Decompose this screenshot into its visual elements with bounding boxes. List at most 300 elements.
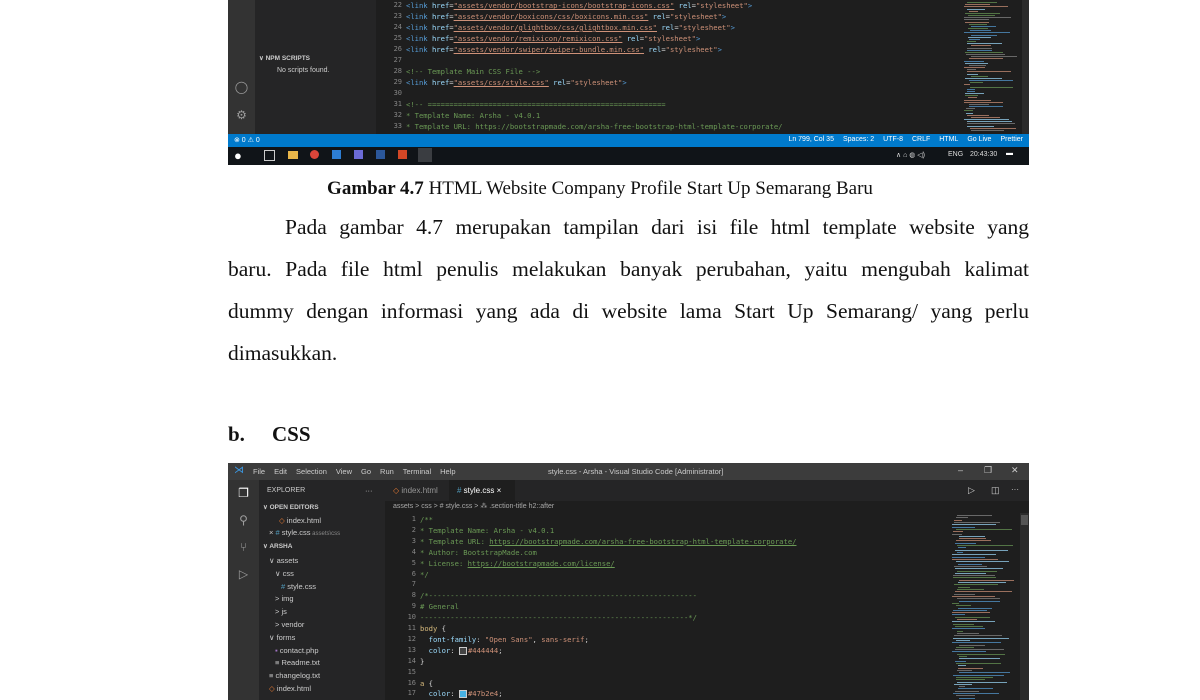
file-tree-item[interactable] bbox=[275, 594, 294, 603]
minimap-line bbox=[958, 608, 992, 609]
close-icon[interactable]: × bbox=[269, 528, 276, 537]
minimap-line bbox=[952, 596, 995, 597]
tab-index-html[interactable] bbox=[385, 480, 449, 501]
minimap-line bbox=[967, 71, 1011, 72]
line-number: 5 bbox=[411, 558, 416, 567]
explorer-icon[interactable]: ❐ bbox=[238, 486, 249, 500]
minimap-line bbox=[958, 582, 1006, 583]
vertical-scrollbar[interactable] bbox=[1022, 0, 1029, 134]
code-token: "assets/vendor/remixicon/remixicon.css" bbox=[453, 34, 623, 43]
minimap-line bbox=[956, 605, 971, 606]
code-editor[interactable] bbox=[420, 513, 950, 700]
code-line bbox=[420, 613, 697, 622]
app-icon[interactable] bbox=[332, 150, 341, 159]
minimize-icon[interactable]: – bbox=[958, 465, 964, 475]
windows-taskbar bbox=[228, 147, 1029, 165]
minimap-line bbox=[959, 538, 986, 539]
code-token: = bbox=[449, 45, 454, 54]
code-line bbox=[420, 570, 429, 579]
code-line bbox=[420, 689, 503, 698]
code-token: = bbox=[691, 1, 696, 10]
minimap-line bbox=[953, 638, 1009, 639]
code-token: "assets/vendor/glightbox/css/glightbox.min.css" bbox=[453, 23, 657, 32]
minimap-line bbox=[969, 39, 980, 40]
menu-item-file[interactable]: File bbox=[253, 467, 266, 476]
minimap-line bbox=[952, 612, 990, 613]
css-file-icon: # bbox=[275, 528, 282, 537]
code-line bbox=[420, 679, 433, 688]
minimap-line bbox=[955, 661, 966, 662]
npm-scripts-section[interactable] bbox=[259, 54, 310, 62]
problems-status[interactable]: ⊗ 0 ⚠ 0 bbox=[234, 137, 260, 144]
status-item[interactable]: Ln 799, Col 35 bbox=[788, 136, 834, 143]
code-token: > bbox=[721, 12, 727, 21]
npm-scripts-label: NPM SCRIPTS bbox=[265, 55, 310, 62]
close-window-icon[interactable]: ✕ bbox=[1011, 465, 1019, 475]
color-swatch[interactable] bbox=[459, 647, 467, 655]
line-number: 23 bbox=[393, 12, 402, 20]
code-token: > bbox=[717, 45, 722, 54]
minimap-line bbox=[969, 58, 1003, 59]
open-editor-item[interactable] bbox=[269, 528, 340, 537]
line-number: 3 bbox=[411, 536, 416, 545]
minimap-line bbox=[964, 32, 1010, 33]
line-number: 8 bbox=[411, 591, 416, 600]
file-tree-item[interactable] bbox=[275, 658, 320, 667]
code-token: color bbox=[428, 689, 451, 699]
close-icon[interactable]: × bbox=[494, 486, 502, 495]
paragraph-line: dummy dengan informasi yang ada di website lama Start Up Semarang/ yang perlu bbox=[228, 299, 1029, 323]
minimap-line bbox=[969, 24, 987, 25]
code-line bbox=[406, 34, 700, 43]
minimap-line bbox=[964, 102, 1003, 103]
code-line bbox=[406, 67, 540, 76]
code-token: <link bbox=[406, 45, 432, 54]
taskbar-clock[interactable]: 20:43:30 bbox=[970, 151, 998, 158]
code-token: "assets/vendor/boxicons/css/boxicons.min.css" bbox=[453, 12, 649, 21]
breadcrumb-path: assets > css > # style.css > ⁂ .section-title h2::after bbox=[393, 503, 555, 510]
code-token: = bbox=[639, 34, 645, 43]
code-token: > bbox=[747, 1, 753, 10]
code-token: href bbox=[431, 23, 450, 32]
status-item[interactable]: CRLF bbox=[911, 136, 931, 143]
code-token: <link bbox=[406, 1, 432, 10]
minimap-line bbox=[957, 515, 992, 516]
minimap-line bbox=[965, 22, 989, 23]
split-editor-icon[interactable]: ◫ bbox=[991, 485, 1000, 495]
minimap-line bbox=[970, 30, 991, 31]
minimap-line bbox=[953, 675, 1004, 676]
line-number: 1 bbox=[411, 515, 416, 523]
line-number: 22 bbox=[393, 1, 402, 9]
minimap-line bbox=[952, 628, 985, 629]
settings-gear-icon[interactable]: ⚙ bbox=[236, 108, 247, 122]
minimap-line bbox=[971, 130, 1004, 131]
caption-text: HTML Website Company Profile Start Up Semarang Baru bbox=[428, 178, 873, 199]
code-token: "stylesheet" bbox=[669, 12, 722, 21]
minimap-line bbox=[971, 76, 988, 77]
status-item[interactable]: Spaces: 2 bbox=[842, 136, 875, 143]
line-number: 24 bbox=[393, 23, 402, 31]
line-number-gutter bbox=[376, 0, 406, 134]
search-icon[interactable]: ⚲ bbox=[239, 513, 248, 527]
project-label: ARSHA bbox=[269, 543, 293, 550]
code-line bbox=[420, 559, 615, 568]
minimap-line bbox=[967, 2, 997, 3]
html-file-icon: ◇ bbox=[393, 486, 402, 495]
line-number: 6 bbox=[411, 569, 416, 578]
file-name: changelog.txt bbox=[275, 671, 321, 681]
minimap-line bbox=[965, 78, 1002, 79]
minimap-line bbox=[952, 642, 1001, 643]
section-letter: b. bbox=[228, 422, 245, 446]
figure-caption bbox=[0, 178, 1200, 200]
code-token: rel bbox=[626, 34, 640, 43]
selection-highlight bbox=[259, 580, 385, 592]
file-tree-item[interactable] bbox=[275, 646, 319, 655]
minimap-line bbox=[967, 115, 989, 116]
code-token: , bbox=[532, 634, 542, 644]
project-section[interactable]: ∨ ARSHA bbox=[263, 543, 293, 550]
code-line bbox=[406, 100, 666, 109]
menu-item-terminal[interactable]: Terminal bbox=[402, 467, 432, 476]
open-editor-name: index.html bbox=[286, 516, 322, 525]
minimap-line bbox=[958, 587, 970, 588]
code-line bbox=[406, 1, 752, 10]
minimap-line bbox=[967, 126, 994, 127]
minimap-line bbox=[952, 621, 995, 622]
minimap-line bbox=[957, 654, 1005, 655]
minimap-line bbox=[968, 28, 988, 29]
minimap-line bbox=[969, 65, 986, 66]
minimap-line bbox=[958, 564, 982, 565]
code-line bbox=[406, 12, 726, 21]
scrollbar-thumb[interactable] bbox=[1021, 515, 1028, 525]
minimap-line bbox=[955, 626, 983, 627]
code-token: rel bbox=[661, 23, 675, 32]
minimap-line bbox=[959, 645, 985, 646]
code-line bbox=[420, 526, 554, 535]
file-explorer-icon[interactable] bbox=[288, 151, 298, 159]
menu-item-go[interactable]: Go bbox=[361, 467, 372, 476]
code-token: rel bbox=[648, 45, 662, 54]
code-token: <link bbox=[406, 34, 432, 43]
vscode-taskbar-icon[interactable] bbox=[418, 148, 432, 162]
chevron-down-icon: ∨ bbox=[275, 568, 283, 578]
line-number: 2 bbox=[411, 525, 416, 534]
code-line bbox=[420, 646, 503, 655]
language-indicator[interactable]: ENG bbox=[948, 151, 964, 158]
code-editor[interactable] bbox=[406, 0, 962, 134]
code-token: "assets/vendor/bootstrap-icons/bootstrap-icons.css" bbox=[453, 1, 675, 10]
minimap-line bbox=[967, 41, 976, 42]
tab-label: index.html bbox=[401, 486, 438, 495]
code-token: href bbox=[431, 78, 450, 87]
chevron-down-icon: ∨ bbox=[259, 55, 266, 62]
status-item[interactable]: UTF-8 bbox=[883, 136, 903, 143]
minimap-line bbox=[964, 84, 970, 85]
activity-bar bbox=[228, 0, 255, 134]
more-actions-icon[interactable]: ··· bbox=[365, 486, 373, 495]
minimap[interactable] bbox=[950, 513, 1020, 700]
line-number: 15 bbox=[407, 667, 416, 676]
line-number: 17 bbox=[407, 689, 416, 698]
code-line bbox=[406, 122, 782, 131]
tray-icons[interactable]: ∧ ⌂ ◍ ◁) bbox=[896, 152, 926, 159]
code-token: href bbox=[431, 45, 450, 54]
code-line bbox=[406, 45, 722, 54]
code-token: "assets/vendor/swiper/swiper-bundle.min.css" bbox=[453, 45, 645, 54]
code-token: = bbox=[665, 12, 670, 21]
file-name: js bbox=[281, 607, 287, 617]
code-token: * Template URL: bbox=[420, 536, 490, 546]
minimap-line bbox=[969, 80, 1013, 81]
line-number-gutter bbox=[385, 513, 420, 700]
file-tree-item[interactable] bbox=[275, 569, 294, 578]
minimap-line bbox=[956, 529, 1012, 530]
chevron-right-icon: > bbox=[275, 620, 282, 629]
minimap-line bbox=[954, 635, 1002, 636]
color-swatch[interactable] bbox=[459, 690, 467, 698]
minimap-line bbox=[966, 108, 975, 109]
more-actions-icon[interactable]: ··· bbox=[1011, 485, 1019, 494]
minimap-line bbox=[953, 531, 963, 532]
status-item[interactable]: Go Live bbox=[967, 136, 992, 143]
code-token: "stylesheet" bbox=[644, 34, 696, 43]
open-editor-item[interactable] bbox=[279, 516, 321, 525]
paragraph-line: baru. Pada file html penulis melakukan banyak perubahan, yaitu mengubah kalimat bbox=[228, 257, 1029, 281]
source-control-icon[interactable]: ⑂ bbox=[239, 540, 248, 554]
minimap-line bbox=[967, 50, 992, 51]
account-icon[interactable]: ◯ bbox=[234, 80, 249, 94]
file-name: Readme.txt bbox=[281, 658, 320, 668]
file-name: contact.php bbox=[279, 645, 319, 655]
minimap-line bbox=[955, 568, 1003, 569]
code-token: "stylesheet" bbox=[570, 78, 623, 87]
minimap-line bbox=[958, 688, 993, 689]
minimap-line bbox=[952, 524, 996, 525]
status-item[interactable]: HTML bbox=[939, 136, 959, 143]
code-token bbox=[420, 646, 429, 655]
word-icon[interactable] bbox=[376, 150, 385, 159]
vscode-screenshot-css bbox=[228, 463, 1029, 700]
file-tree-item[interactable] bbox=[275, 607, 287, 616]
line-number: 7 bbox=[411, 580, 416, 589]
minimap-line bbox=[969, 11, 978, 12]
minimap-line bbox=[966, 54, 1005, 55]
minimap-line bbox=[971, 35, 997, 36]
minimap-line bbox=[967, 48, 992, 49]
task-view-icon[interactable] bbox=[264, 150, 275, 161]
code-line bbox=[420, 624, 446, 633]
code-token: rel bbox=[652, 12, 666, 21]
notification-icon[interactable]: ▬ bbox=[1006, 150, 1013, 157]
minimap-line bbox=[970, 87, 1013, 88]
code-token: = bbox=[449, 34, 454, 43]
minimap-line bbox=[971, 117, 1000, 118]
menu-item-edit[interactable]: Edit bbox=[274, 467, 288, 476]
menu-bar bbox=[253, 467, 465, 476]
tab-style-css[interactable] bbox=[449, 480, 515, 501]
minimap-line bbox=[954, 684, 972, 685]
code-token: * Template Name: Arsha - v4.0.1 bbox=[406, 111, 541, 120]
minimap-line bbox=[969, 106, 1003, 107]
minimap-line bbox=[968, 15, 995, 16]
minimap-line bbox=[957, 670, 972, 671]
file-tree-item[interactable] bbox=[269, 671, 320, 680]
caption-label: Gambar 4.7 bbox=[327, 178, 424, 199]
file-name: vendor bbox=[281, 620, 305, 629]
minimap-line bbox=[957, 598, 1000, 599]
code-token: = bbox=[674, 23, 679, 32]
paragraph-line: Pada gambar 4.7 merupakan tampilan dari isi file html template website yang bbox=[285, 215, 1029, 239]
minimap-line bbox=[967, 74, 978, 75]
minimap-line bbox=[953, 575, 995, 576]
run-debug-icon[interactable]: ▷ bbox=[238, 567, 249, 581]
line-number: 32 bbox=[393, 111, 402, 119]
file-tree-item[interactable] bbox=[269, 633, 295, 642]
chrome-icon[interactable] bbox=[310, 150, 319, 159]
code-token: href bbox=[431, 1, 450, 10]
minimap-line bbox=[959, 672, 1010, 673]
code-token bbox=[420, 635, 429, 644]
restore-icon[interactable]: ❐ bbox=[984, 465, 993, 475]
minimap-line bbox=[957, 682, 1007, 683]
minimap-line bbox=[970, 128, 1016, 129]
section-heading bbox=[228, 422, 311, 447]
chevron-down-icon: ∨ bbox=[269, 556, 277, 565]
open-editors-section[interactable]: ∨ OPEN EDITORS bbox=[263, 504, 319, 511]
menu-item-help[interactable]: Help bbox=[440, 467, 456, 476]
code-token: "stylesheet" bbox=[665, 45, 718, 54]
code-token: color bbox=[428, 645, 451, 655]
minimap-line bbox=[954, 520, 962, 521]
minimap-line bbox=[957, 631, 963, 632]
code-token: /** bbox=[420, 515, 433, 524]
file-tree-item[interactable] bbox=[269, 684, 311, 693]
file-tree-item[interactable] bbox=[281, 582, 316, 591]
minimap-line bbox=[959, 698, 975, 699]
minimap-line bbox=[957, 552, 963, 553]
minimap-line bbox=[956, 517, 968, 518]
code-token: ; bbox=[498, 645, 503, 655]
minimap-line bbox=[959, 658, 1000, 659]
file-icon: ◇ bbox=[269, 684, 277, 693]
code-token: = bbox=[661, 45, 666, 54]
minimap-line bbox=[952, 557, 985, 558]
line-number: 10 bbox=[407, 613, 416, 622]
minimap-line bbox=[964, 100, 991, 101]
line-number: 31 bbox=[393, 100, 402, 108]
minimap-line bbox=[964, 6, 1008, 7]
menu-item-selection[interactable]: Selection bbox=[296, 467, 327, 476]
breadcrumb[interactable] bbox=[385, 501, 1029, 513]
start-logo-icon[interactable]: ● bbox=[234, 148, 242, 163]
open-editors-label: OPEN EDITORS bbox=[269, 504, 319, 511]
file-name: assets bbox=[276, 556, 299, 565]
minimap[interactable] bbox=[962, 0, 1022, 134]
file-tree-item[interactable] bbox=[269, 556, 298, 565]
minimap-line bbox=[964, 67, 985, 68]
code-token: * Template URL: https://bootstrapmade.com/arsha-free-bootstrap-html-template-corporate/ bbox=[406, 122, 783, 131]
paragraph-line: dimasukkan. bbox=[228, 341, 338, 365]
file-icon: ≡ bbox=[275, 658, 282, 668]
title-bar bbox=[228, 463, 1029, 480]
minimap-line bbox=[959, 580, 1014, 581]
minimap-line bbox=[967, 91, 975, 92]
code-token: <link bbox=[406, 78, 432, 87]
code-token: > bbox=[695, 34, 701, 43]
powerpoint-icon[interactable] bbox=[398, 150, 407, 159]
run-icon[interactable]: ▷ bbox=[968, 485, 975, 495]
minimap-line bbox=[965, 63, 988, 64]
line-number: 4 bbox=[411, 547, 416, 556]
app-icon[interactable] bbox=[354, 150, 363, 159]
line-number: 26 bbox=[393, 45, 402, 53]
minimap-line bbox=[959, 686, 965, 687]
minimap-line bbox=[955, 543, 976, 544]
minimap-line bbox=[967, 121, 1012, 122]
code-token: body bbox=[420, 624, 438, 633]
file-name: img bbox=[281, 594, 294, 604]
line-number: 30 bbox=[393, 89, 402, 97]
vertical-scrollbar[interactable] bbox=[1020, 513, 1029, 700]
code-token: href bbox=[431, 34, 450, 43]
line-number: 29 bbox=[393, 78, 402, 86]
section-title: CSS bbox=[272, 422, 311, 446]
minimap-line bbox=[957, 571, 997, 572]
code-line bbox=[420, 515, 433, 524]
minimap-line bbox=[967, 89, 975, 90]
vscode-screenshot-html bbox=[228, 0, 1029, 165]
code-token: #444444 bbox=[467, 645, 499, 655]
code-token: /*-------------------------------------------------------------- bbox=[420, 591, 697, 601]
menu-item-run[interactable]: Run bbox=[380, 467, 394, 476]
minimap-line bbox=[957, 545, 1013, 546]
code-line bbox=[420, 591, 697, 600]
minimap-line bbox=[958, 665, 966, 666]
minimap-line bbox=[964, 19, 989, 20]
minimap-line bbox=[954, 584, 998, 585]
minimap-line bbox=[965, 52, 1003, 53]
minimap-line bbox=[967, 69, 976, 70]
minimap-line bbox=[967, 43, 1002, 44]
minimap-line bbox=[955, 550, 1008, 551]
minimap-line bbox=[966, 113, 973, 114]
minimap-line bbox=[971, 45, 991, 46]
line-number: 33 bbox=[393, 122, 402, 130]
chevron-right-icon: > bbox=[275, 607, 282, 617]
window-title: style.css - Arsha - Visual Studio Code [Administrator] bbox=[548, 467, 724, 476]
menu-item-view[interactable]: View bbox=[335, 467, 353, 476]
file-tree-item[interactable] bbox=[275, 620, 304, 629]
minimap-line bbox=[952, 559, 998, 560]
css-file-icon: # bbox=[457, 486, 464, 495]
code-token: font-family bbox=[428, 634, 477, 644]
minimap-line bbox=[965, 93, 984, 94]
minimap-line bbox=[965, 95, 978, 96]
code-token: : bbox=[450, 689, 459, 699]
code-token: # General bbox=[420, 602, 459, 612]
minimap-line bbox=[967, 9, 985, 10]
line-number: 28 bbox=[393, 67, 402, 75]
code-token: --------------------------------------------------------------*/ bbox=[420, 613, 697, 623]
minimap-line bbox=[969, 104, 989, 105]
minimap-line bbox=[956, 679, 985, 680]
minimap-line bbox=[968, 37, 991, 38]
file-icon: ≡ bbox=[269, 671, 276, 681]
status-item[interactable]: Prettier bbox=[1000, 136, 1023, 143]
